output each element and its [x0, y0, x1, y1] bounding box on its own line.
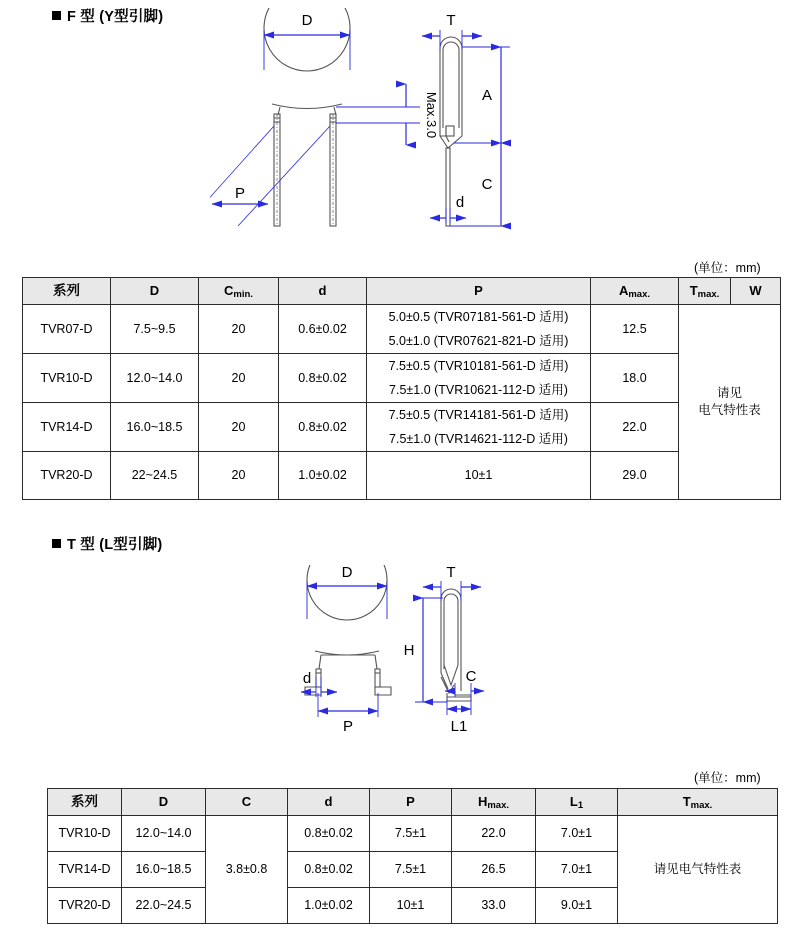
cell-a-max: 29.0	[591, 452, 679, 500]
cell-d-lead: 1.0±0.02	[288, 888, 370, 924]
cell-a-max: 18.0	[591, 354, 679, 403]
dimension-label-p: P	[342, 718, 354, 735]
table-row	[23, 452, 781, 500]
section-heading-t-type	[52, 533, 162, 554]
cell-c-min: 20	[199, 452, 279, 500]
table-header-row	[23, 278, 781, 305]
dimension-d-front	[264, 12, 350, 70]
table-row	[23, 305, 781, 354]
dimension-label-c: C	[481, 176, 493, 193]
f-type-front-view	[264, 8, 350, 226]
dimension-label-t: T	[446, 565, 456, 581]
cell-l1: 7.0±1	[536, 852, 618, 888]
cell-d-lead: 0.8±0.02	[279, 403, 367, 452]
cell-series: TVR14-D	[23, 403, 111, 452]
header-series: 系列	[48, 789, 122, 816]
section-heading-f-type	[52, 5, 163, 26]
cell-p: 7.5±1	[370, 852, 452, 888]
cell-c-min: 20	[199, 354, 279, 403]
cell-a-max: 22.0	[591, 403, 679, 452]
cell-series: TVR10-D	[48, 816, 122, 852]
cell-a-max: 12.5	[591, 305, 679, 354]
cell-merged-note: 请见 电气特性表	[679, 305, 781, 500]
dimension-label-d: D	[341, 565, 353, 581]
dimension-c-side	[450, 143, 510, 226]
cell-series: TVR20-D	[48, 888, 122, 924]
cell-d: 16.0~18.5	[111, 403, 199, 452]
header-d-lead: d	[288, 789, 370, 816]
bullet-square-icon	[52, 539, 61, 548]
cell-p: 10±1	[370, 888, 452, 924]
header-t-max: $T_{max.}$	[618, 789, 778, 816]
section-heading-t-label: T 型 (L型引脚)	[67, 537, 163, 553]
cell-d: 7.5~9.5	[111, 305, 199, 354]
dimension-t-side	[422, 12, 482, 50]
cell-merged-c: 3.8±0.8	[206, 816, 288, 924]
dimension-label-l1: L1	[450, 718, 468, 735]
t-type-spec-table	[47, 788, 778, 924]
header-w: W	[731, 278, 781, 305]
dimension-t-side-t	[423, 565, 481, 601]
dimension-d-lead-side	[430, 194, 466, 223]
cell-series: TVR10-D	[23, 354, 111, 403]
dimension-p-front-t	[318, 693, 378, 735]
dimension-d-lead-front-t	[301, 670, 337, 697]
dimension-c-side-t	[445, 668, 484, 697]
header-d: D	[122, 789, 206, 816]
cell-d-lead: 0.8±0.02	[288, 852, 370, 888]
dimension-label-c: C	[465, 668, 477, 685]
f-type-spec-table	[22, 277, 781, 500]
dimension-p-front	[210, 126, 330, 226]
cell-l1: 7.0±1	[536, 816, 618, 852]
cell-c-min: 20	[199, 403, 279, 452]
cell-d: 12.0~14.0	[111, 354, 199, 403]
header-series: 系列	[23, 278, 111, 305]
t-type-front-view	[302, 565, 391, 695]
t-type-technical-drawing	[265, 565, 545, 745]
cell-d-lead: 0.8±0.02	[288, 816, 370, 852]
cell-p: 5.0±0.5 (TVR07181-561-D 适用) 5.0±1.0 (TVR07621-821-D 适用)	[367, 305, 591, 354]
cell-merged-note: 请见电气特性表	[618, 816, 778, 924]
unit-note-t-type: (单位：mm)	[694, 771, 761, 785]
dimension-l1-side	[447, 699, 471, 735]
cell-h-max: 26.5	[452, 852, 536, 888]
dimension-label-d: D	[301, 12, 313, 29]
cell-h-max: 33.0	[452, 888, 536, 924]
dimension-label-d-lead: d	[455, 194, 465, 211]
cell-p: 10±1	[367, 452, 591, 500]
dimension-label-a: A	[481, 87, 493, 104]
header-l1: $L_1$	[536, 789, 618, 816]
cell-p: 7.5±0.5 (TVR10181-561-D 适用) 7.5±1.0 (TVR10621-112-D 适用)	[367, 354, 591, 403]
cell-d-lead: 0.8±0.02	[279, 354, 367, 403]
dimension-label-max30: Max.3.0	[424, 91, 439, 139]
header-t-max: $T_{max.}$	[679, 278, 731, 305]
header-h-max: $H_{max.}$	[452, 789, 536, 816]
cell-series: TVR14-D	[48, 852, 122, 888]
cell-p: 7.5±0.5 (TVR14181-561-D 适用) 7.5±1.0 (TVR14621-112-D 适用)	[367, 403, 591, 452]
header-p: P	[370, 789, 452, 816]
cell-d-lead: 0.6±0.02	[279, 305, 367, 354]
cell-h-max: 22.0	[452, 816, 536, 852]
cell-l1: 9.0±1	[536, 888, 618, 924]
dimension-label-d-lead: d	[302, 670, 312, 687]
cell-d: 12.0~14.0	[122, 816, 206, 852]
header-c-min: $C_{min.}$	[199, 278, 279, 305]
cell-series: TVR20-D	[23, 452, 111, 500]
table-header-row	[48, 789, 778, 816]
cell-p: 7.5±1	[370, 816, 452, 852]
header-d-lead: d	[279, 278, 367, 305]
cell-series: TVR07-D	[23, 305, 111, 354]
header-d: D	[111, 278, 199, 305]
f-type-technical-drawing	[210, 8, 550, 248]
section-heading-f-label: F 型 (Y型引脚)	[67, 9, 164, 25]
dimension-d-front-t	[307, 565, 387, 619]
cell-d: 16.0~18.5	[122, 852, 206, 888]
table-row	[23, 403, 781, 452]
dimension-label-h: H	[403, 642, 415, 659]
header-p: P	[367, 278, 591, 305]
table-row	[48, 816, 778, 852]
header-c: C	[206, 789, 288, 816]
header-a-max: $A_{max.}$	[591, 278, 679, 305]
cell-d: 22.0~24.5	[122, 888, 206, 924]
cell-d: 22~24.5	[111, 452, 199, 500]
table-row	[23, 354, 781, 403]
dimension-label-t: T	[446, 12, 456, 29]
dimension-max30	[336, 84, 439, 145]
unit-note-f-type: (单位：mm)	[694, 261, 761, 275]
bullet-square-icon	[52, 11, 61, 20]
dimension-label-p: P	[234, 185, 246, 202]
cell-c-min: 20	[199, 305, 279, 354]
cell-d-lead: 1.0±0.02	[279, 452, 367, 500]
